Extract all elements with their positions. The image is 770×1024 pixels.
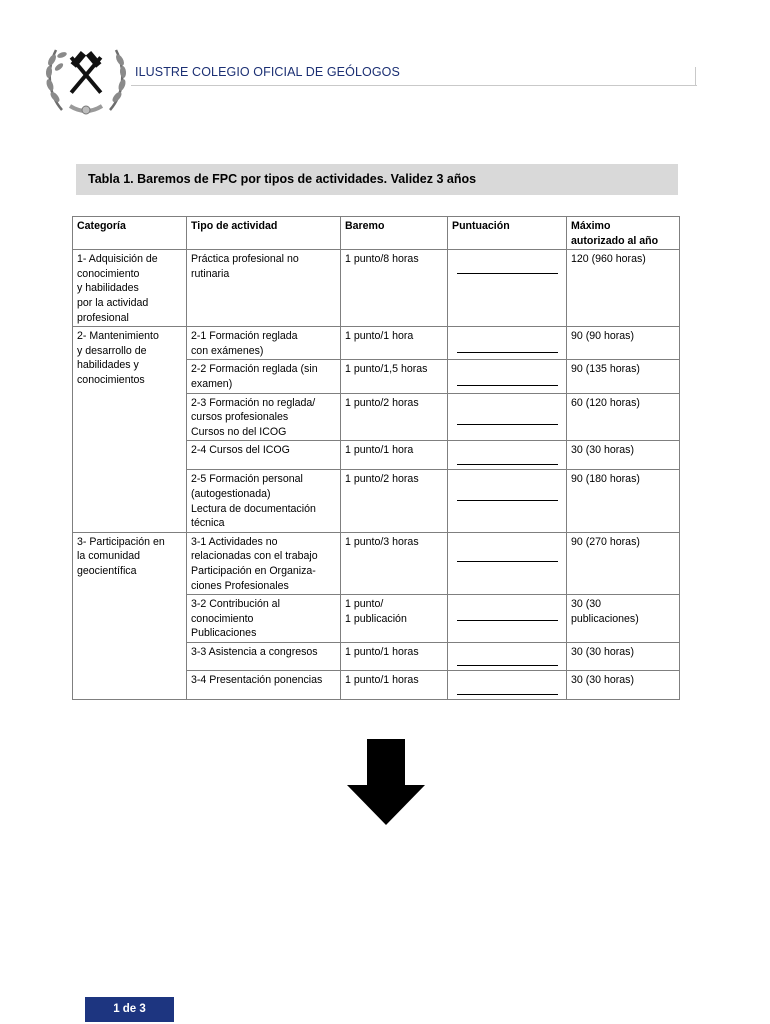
activity-type-cell: 3-3 Asistencia a congresos: [187, 642, 341, 670]
organization-name: ILUSTRE COLEGIO OFICIAL DE GEÓLOGOS: [135, 65, 400, 79]
activity-type-cell: 3-2 Contribución al conocimiento Publicaciones: [187, 595, 341, 643]
activity-type-cell: 2-1 Formación reglada con exámenes): [187, 327, 341, 360]
baremo-cell: 1 punto/1 hora: [341, 327, 448, 360]
maximum-cell: 30 (30 publicaciones): [567, 595, 680, 643]
baremo-cell: 1 punto/3 horas: [341, 532, 448, 594]
score-input-field[interactable]: [448, 360, 567, 393]
maximum-cell: 30 (30 horas): [567, 670, 680, 699]
score-input-field[interactable]: [448, 595, 567, 643]
maximum-cell: 90 (90 horas): [567, 327, 680, 360]
activity-type-cell: 2-5 Formación personal (autogestionada) Lectura de documentación técnica: [187, 470, 341, 532]
score-input-field[interactable]: [448, 642, 567, 670]
header-tipo: Tipo de actividad: [187, 217, 341, 250]
table-row: [73, 250, 680, 327]
maximum-cell: 90 (270 horas): [567, 532, 680, 594]
page-number-badge: 1 de 3: [85, 997, 174, 1022]
header-divider: [131, 85, 697, 86]
header-maximo: Máximo autorizado al año: [567, 217, 680, 250]
down-arrow-icon: [345, 739, 427, 827]
baremo-cell: 1 punto/1 horas: [341, 670, 448, 699]
table-row: [73, 532, 680, 594]
activity-type-cell: 2-4 Cursos del ICOG: [187, 441, 341, 470]
activity-type-cell: 3-1 Actividades no relacionadas con el trabajo Participación en Organiza- ciones Profesionales: [187, 532, 341, 594]
maximum-cell: 90 (135 horas): [567, 360, 680, 393]
baremo-cell: 1 punto/1,5 horas: [341, 360, 448, 393]
table-header-row: [73, 217, 680, 250]
score-input-field[interactable]: [448, 532, 567, 594]
activity-type-cell: 2-2 Formación reglada (sin examen): [187, 360, 341, 393]
baremo-cell: 1 punto/1 hora: [341, 441, 448, 470]
header-baremo: Baremo: [341, 217, 448, 250]
maximum-cell: 90 (180 horas): [567, 470, 680, 532]
score-input-field[interactable]: [448, 393, 567, 441]
category-cell: 1- Adquisición de conocimiento y habilidades por la actividad profesional: [73, 250, 187, 327]
score-input-field[interactable]: [448, 441, 567, 470]
geologists-laurel-emblem-icon: [40, 30, 132, 122]
score-input-field[interactable]: [448, 327, 567, 360]
header-divider-tick: [695, 67, 696, 86]
score-input-field[interactable]: [448, 250, 567, 327]
header-categoria: Categoría: [73, 217, 187, 250]
table-title: Tabla 1. Baremos de FPC por tipos de actividades. Validez 3 años: [76, 164, 678, 195]
activity-type-cell: 2-3 Formación no reglada/ cursos profesionales Cursos no del ICOG: [187, 393, 341, 441]
baremo-cell: 1 punto/ 1 publicación: [341, 595, 448, 643]
score-input-field[interactable]: [448, 670, 567, 699]
header-puntuacion: Puntuación: [448, 217, 567, 250]
baremo-cell: 1 punto/2 horas: [341, 393, 448, 441]
maximum-cell: 30 (30 horas): [567, 642, 680, 670]
baremo-cell: 1 punto/8 horas: [341, 250, 448, 327]
maximum-cell: 60 (120 horas): [567, 393, 680, 441]
category-cell: 2- Mantenimiento y desarrollo de habilidades y conocimientos: [73, 327, 187, 533]
maximum-cell: 30 (30 horas): [567, 441, 680, 470]
activity-type-cell: 3-4 Presentación ponencias: [187, 670, 341, 699]
baremo-cell: 1 punto/1 horas: [341, 642, 448, 670]
score-input-field[interactable]: [448, 470, 567, 532]
table-row: [73, 327, 680, 360]
activity-type-cell: Práctica profesional no rutinaria: [187, 250, 341, 327]
category-cell: 3- Participación en la comunidad geocientífica: [73, 532, 187, 699]
maximum-cell: 120 (960 horas): [567, 250, 680, 327]
fpc-table: [72, 216, 680, 700]
baremo-cell: 1 punto/2 horas: [341, 470, 448, 532]
